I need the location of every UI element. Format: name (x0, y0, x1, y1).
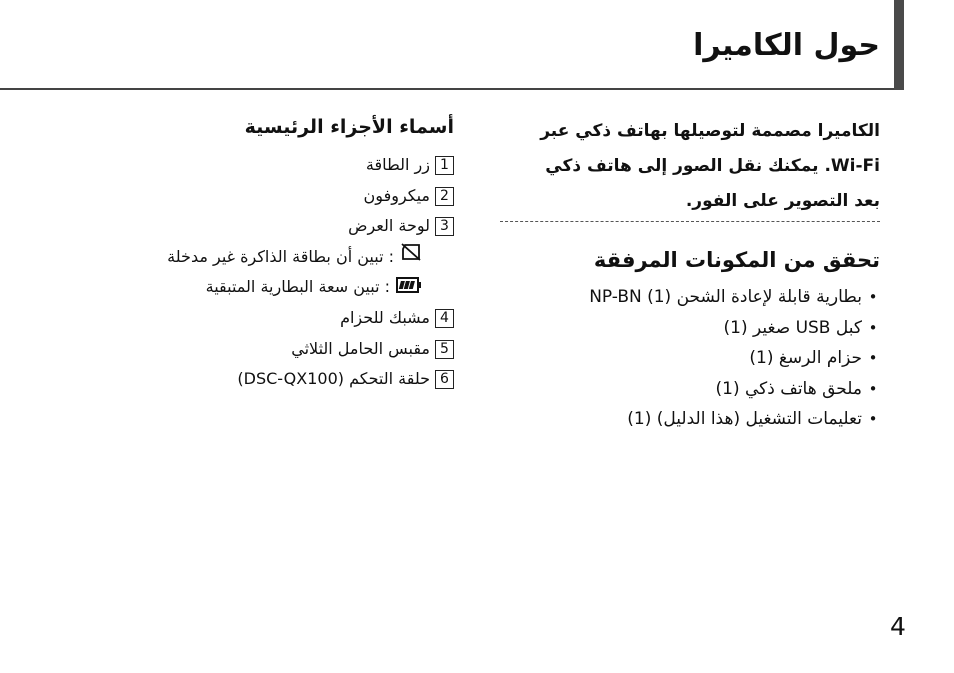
list-item (589, 374, 880, 405)
part-number-box: 4 (435, 309, 454, 328)
list-item (167, 150, 454, 181)
intro-paragraph: الكاميرا مصممة لتوصيلها بهاتف ذكي عبر Wi-Fi. يمكنك نقل الصور إلى هاتف ذكي بعد التصوير على الفور. (540, 121, 880, 211)
part-label: مقبس الحامل الثلاثي (291, 338, 430, 358)
part-label: زر الطاقة (365, 155, 430, 174)
supplied-item-label: كبل USB صغير (1) (723, 317, 862, 338)
list-item (167, 272, 454, 303)
header-rule (0, 88, 900, 90)
battery-level-icon (396, 273, 422, 304)
list-item (167, 242, 454, 273)
parts-heading: أسماء الأجزاء الرئيسية (244, 116, 454, 138)
supplied-item-label: ملحق هاتف ذكي (1) (715, 378, 862, 399)
bullet-icon: • (868, 318, 878, 337)
part-label: حلقة التحكم (DSC-QX100) (237, 369, 430, 388)
part-number-box: 3 (435, 217, 454, 236)
part-label: لوحة العرض (348, 216, 430, 235)
part-label: : تبين أن بطاقة الذاكرة غير مدخلة (167, 246, 394, 266)
part-number-box: 1 (435, 156, 454, 175)
list-item (589, 343, 880, 374)
supplied-item-label: حزام الرسغ (1) (749, 348, 862, 368)
list-item (167, 181, 454, 212)
list-item (589, 282, 880, 313)
part-number-box: 6 (435, 370, 454, 389)
part-label: : تبين سعة البطارية المتبقية (205, 277, 390, 297)
part-label: مشبك للحزام (340, 308, 430, 327)
supplied-item-label: بطارية قابلة لإعادة الشحن NP-BN (1) (589, 287, 862, 307)
header-accent-bar (894, 0, 904, 90)
list-item (167, 303, 454, 334)
list-item (167, 211, 454, 242)
page-title: حول الكاميرا (693, 28, 880, 63)
list-item (167, 364, 454, 395)
part-label: ميكروفون (363, 185, 430, 205)
bullet-icon: • (868, 349, 878, 367)
bullet-icon: • (868, 410, 878, 428)
list-item (167, 334, 454, 365)
no-memory-card-icon (400, 242, 422, 273)
section-divider (500, 221, 880, 222)
list-item (589, 313, 880, 344)
part-number-box: 2 (435, 187, 454, 206)
supplied-items-heading: تحقق من المكونات المرفقة (593, 248, 880, 272)
bullet-icon: • (868, 288, 878, 306)
bullet-icon: • (868, 379, 878, 398)
supplied-item-label: تعليمات التشغيل (هذا الدليل) (1) (627, 409, 862, 429)
parts-list (167, 150, 454, 395)
supplied-items-list (589, 282, 880, 435)
list-item (589, 404, 880, 435)
part-number-box: 5 (435, 340, 454, 359)
page-number: 4 (890, 612, 906, 641)
